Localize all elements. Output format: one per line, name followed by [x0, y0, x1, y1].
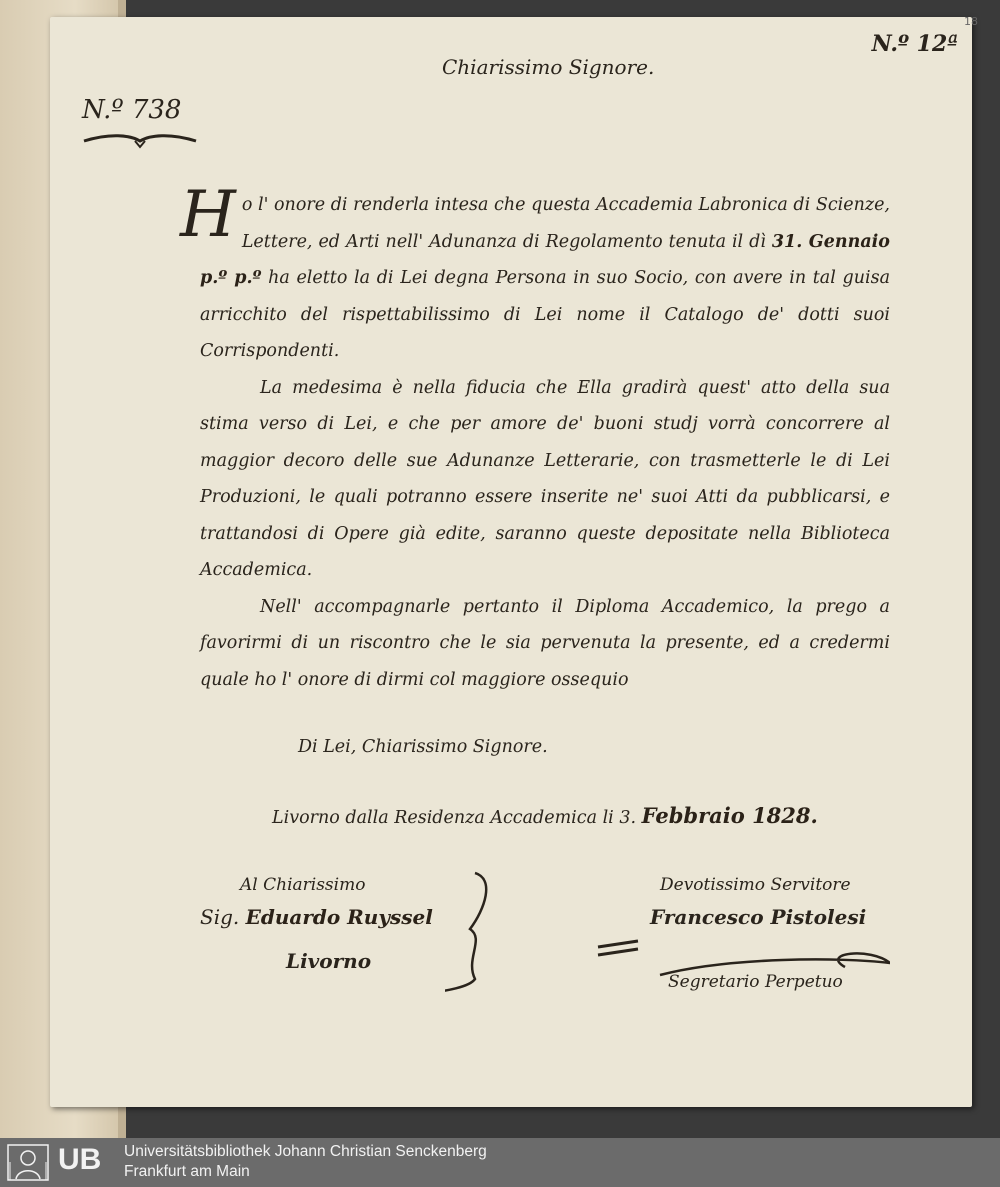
address-prefix: Sig. — [200, 905, 240, 929]
secretary-label: Segretario Perpetuo — [668, 972, 843, 992]
addressee — [200, 905, 433, 929]
protocol-number: N.º 738 — [82, 95, 182, 125]
folio-mark-text: N.º 12ª — [871, 31, 958, 57]
folio-mark — [872, 31, 958, 57]
drop-cap: H — [180, 178, 236, 252]
closing-formula: Di Lei, Chiarissimo Signore. — [298, 737, 548, 757]
salutation: Chiarissimo Signore. — [442, 55, 655, 79]
paragraph-3: Nell' accompagnarle pertanto il Diploma Accademico, la prego a favorirmi di un riscontro che le sia pervenuta la presente, ed a credermi quale ho l' onore di dirmi col maggiore ossequio — [200, 596, 890, 690]
library-name — [124, 1142, 487, 1182]
library-footer — [0, 1138, 1000, 1187]
library-name-line-2: Frankfurt am Main — [124, 1163, 250, 1180]
place-text: Livorno dalla Residenza Accademica li 3. — [272, 808, 637, 828]
paragraph-2: La medesima è nella fiducia che Ella gradirà quest' atto della sua stima verso di Lei, e che per amore de' buoni studj vorrà concorrere al maggior decoro delle sue Adunanze Letterarie, con trasmetterle le di Lei Produzioni, le quali potranno essere inserite ne' suoi Atti da pubblicarsi, e trattandosi di Opere già edite, saranno queste depositate nella Biblioteca Accademica. — [200, 377, 890, 580]
addressee-city: Livorno — [286, 949, 372, 973]
letter-body — [180, 178, 890, 698]
pencil-page-number: 18 — [964, 15, 978, 28]
brace-flourish-icon — [445, 869, 515, 1009]
ub-logo-text: UB — [58, 1143, 102, 1176]
address-label: Al Chiarissimo — [240, 875, 366, 895]
paragraph-1-text: o l' onore di renderla intesa che questa Accademia Labronica di Scienze, Lettere, ed Arti nell' Adunanza di Regolamento tenuta il dì — [241, 195, 890, 252]
library-name-line-1: Universitätsbibliothek Johann Christian Senckenberg — [124, 1143, 487, 1160]
letter-sheet — [50, 15, 978, 1107]
paragraph-1-end: ha eletto la di Lei degna Persona in suo Socio, con avere in tal guisa arricchito del rispettabilissimo di Lei nome il Catalogo de' dotti suoi Corrispondenti. — [200, 268, 890, 361]
place-and-date — [272, 803, 818, 828]
paragraph-1 — [180, 178, 890, 370]
signature: Francesco Pistolesi — [650, 905, 867, 929]
addressee-name: Eduardo Ruyssel — [245, 905, 433, 929]
servant-label: Devotissimo Servitore — [660, 875, 851, 895]
protocol-flourish-icon — [80, 131, 200, 151]
election-date: 31. Gennaio p.º p.º — [200, 231, 890, 288]
letter-date: Febbraio 1828. — [641, 803, 818, 828]
